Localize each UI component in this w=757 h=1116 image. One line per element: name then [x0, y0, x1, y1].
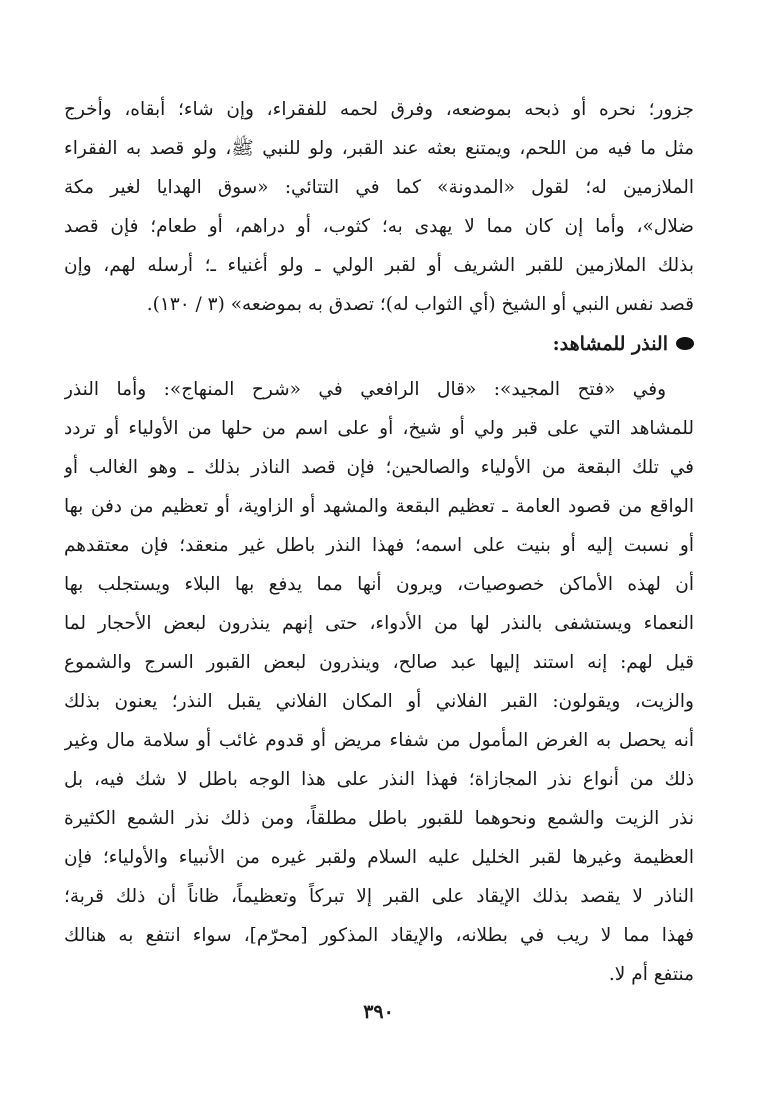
section-heading — [64, 324, 694, 370]
paragraph-continuation — [64, 90, 694, 324]
text-line: ذلك من أنواع نذر المجازاة؛ فهذا النذر على هذا الوجه باطل لا شك فيه، بل — [64, 769, 694, 790]
text-line: مثل ما فيه من اللحم، ويمتنع بعثه عند القبر، ولو للنبي ﷺ، ولو قصد به الفقراء — [64, 138, 694, 159]
text-line: جزور؛ نحره أو ذبحه بموضعه، وفرق لحمه للفقراء، وإن شاء؛ أبقاه، وأخرج — [64, 99, 694, 120]
text-line: الملازمين له؛ لقول «المدونة» كما في التتائي: «سوق الهدايا لغير مكة — [64, 177, 694, 198]
bullet-icon — [676, 337, 694, 350]
text-line: للمشاهد التي على قبر ولي أو شيخ، أو على اسم من حلها من الأولياء أو تردد — [64, 418, 694, 439]
text-line: بذلك الملازمين للقبر الشريف أو لقبر الولي ـ ولو أغنياء ـ؛ أرسله لهم، وإن — [64, 255, 694, 276]
page-number: ٣٩٠ — [363, 1001, 394, 1023]
text-line: أو نسبت إليه أو بنيت على اسمه؛ فهذا النذر باطل غير منعقد؛ فإن معتقدهم — [64, 535, 694, 556]
text-line: أنه يحصل به الغرض المأمول من شفاء مريض أو قدوم غائب أو سلامة مال وغير — [64, 730, 694, 751]
text-line: العظيمة وغيرها لقبر الخليل عليه السلام ولقبر غيره من الأنبياء والأولياء؛ فإن — [64, 847, 694, 868]
text-line: أن لهذه الأماكن خصوصيات، ويرون أنها مما يدفع بها البلاء ويستجلب بها — [64, 574, 694, 595]
text-line: الواقع من قصود العامة ـ تعظيم البقعة والمشهد أو الزاوية، أو تعظيم من دفن بها — [64, 496, 694, 517]
text-line: النعماء ويستشفى بالنذر لها من الأدواء، حتى إنهم ينذرون لبعض الأحجار لما — [64, 613, 694, 634]
text-line: نذر الزيت والشمع ونحوهما للقبور باطل مطلقاً، ومن ذلك نذر الشمع الكثيرة — [64, 808, 694, 829]
section-heading-text: النذر للمشاهد: — [552, 333, 668, 355]
text-line: فهذا مما لا ريب في بطلانه، والإيقاد المذكور [محرّم]، سواء انتفع به هنالك — [64, 925, 694, 946]
page-body — [64, 90, 694, 994]
text-line: ضلال»، وأما إن كان مما لا يهدى به؛ كثوب، أو دراهم، أو طعام؛ فإن قصد — [64, 216, 694, 237]
text-line: وفي «فتح المجيد»: «قال الرافعي في «شرح المنهاج»: وأما النذر — [64, 379, 666, 400]
text-line: منتفع أم لا. — [608, 964, 694, 985]
paragraph-main — [64, 370, 694, 994]
text-line: والزيت، ويقولون: القبر الفلاني أو المكان الفلاني يقبل النذر؛ يعنون بذلك — [64, 691, 694, 712]
text-line: الناذر لا يقصد بذلك الإيقاد على القبر إلا تبركاً وتعظيماً، ظاناً أن ذلك قربة؛ — [64, 886, 694, 907]
text-line: قيل لهم: إنه استند إليها عبد صالح، وينذرون لبعض القبور السرج والشموع — [64, 652, 694, 673]
text-line: في تلك البقعة من الأولياء والصالحين؛ فإن قصد الناذر بذلك ـ وهو الغالب أو — [64, 457, 694, 478]
text-line: قصد نفس النبي أو الشيخ (أي الثواب له)؛ تصدق به بموضعه» (٣ / ١٣٠). — [146, 294, 694, 315]
